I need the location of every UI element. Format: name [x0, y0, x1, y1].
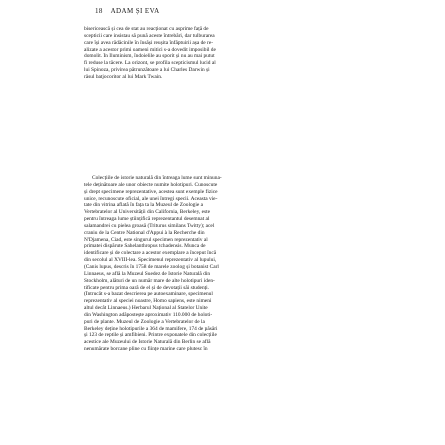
- text-line: și 123 de reptile și amfibieni. Printre exponatele din colecțiile: [84, 332, 217, 339]
- text-line: acestice ale Muzeului de Istorie Naturală din Berlin se află: [84, 339, 211, 346]
- text-line: Stockholm, alături de un număr mare de alte holotipuri iden-: [84, 277, 215, 284]
- text-line: Berkeley deține holotipurile a 364 de mamifere, 174 de păsări: [84, 325, 218, 332]
- text-line: unice, recunoscute oficial, ale unei întregi specii. Aceasta vie-: [84, 195, 218, 202]
- text-line: tificate pentru prima oară de el și de devotații săi studenți.: [84, 284, 209, 291]
- text-line: reprezentativ al speciei noastre, Homo sapiens, este nimeni: [84, 298, 212, 305]
- text-line: tele deținătoare ale unor obiecte numite holotipuri. Cunoscute: [84, 181, 218, 188]
- page-number: 18: [95, 7, 103, 15]
- running-title: ADAM ȘI EVA: [110, 7, 160, 15]
- text-line: pentru întreaga lume științifică reprezentantul desemnat al: [84, 216, 210, 223]
- running-header: [95, 7, 160, 15]
- text-line: Colecțiile de istorie naturală din întreaga lume sunt minuna-: [92, 175, 222, 181]
- text-line: identificare și de colectare a acestor exemplare a început încă: [84, 250, 217, 257]
- text-line: din secolul al XVIII-lea. Specimenul reprezentativ al lupului,: [84, 257, 217, 264]
- text-line: și drept specimene reprezentative, acestea sunt exemple fizice: [84, 188, 218, 195]
- text-line: N'Djamena, Ciad, este singurul specimen reprezentativ al: [84, 236, 208, 243]
- text-line: tate din vitrina aflată în fața ta la Muzeul de Zoologie a: [84, 202, 203, 209]
- text-line: nenumărate borcane pline cu ființe marine care plutesc în: [84, 346, 208, 353]
- text-line: bisericească și cea de stat au reacționat cu asprime față de: [84, 26, 209, 32]
- text-line: puri de plante. Muzeul de Zoologie a Vertebratelor de la: [84, 318, 205, 325]
- text-line: care își avea rădăcinile în însăși reușita înfăptuirii așa de re-: [84, 39, 214, 46]
- text-line: scepticii care insistau să pună aceste întrebări, dar tulburarea: [84, 32, 215, 39]
- text-line: craniu de la Centre National d'Appui à la Recherche din: [84, 229, 205, 236]
- paragraph-1: [84, 26, 347, 81]
- text-line: fi reduse la tăcere. La orizont, se profila scepticismul lucid al: [84, 60, 216, 67]
- text-line: din Washington adăpostește aproximativ 110.000 de holoti-: [84, 311, 213, 318]
- text-line: Vertebratelor al Universității din California, Berkeley, este: [84, 209, 210, 216]
- paragraph-2: [84, 175, 347, 353]
- text-line: lui Spinoza, privirea pătrunzătoare a lui Charles Darwin și: [84, 67, 210, 74]
- text-line: Linnaeus, se află la Muzeul Suedez de Istorie Naturală din: [84, 270, 211, 277]
- text-line: domolit. În Iluminism, îndoielile au sporit și nu au mai putut: [84, 53, 215, 60]
- text-line: (Întrucât s-a bazat descrierea pe autoexaminare, specimenul: [84, 291, 213, 298]
- text-line: râsul batjocoritor al lui Mark Twain.: [84, 73, 163, 80]
- text-line: salamandrei cu pielea groasă (Triturus similans Twitty); acel: [84, 222, 215, 229]
- text-line: altul decât Linnaeus.) Herbarul Național al Statelor Unite: [84, 305, 208, 312]
- text-line: alizate a acestor primi oameni mitici s-a dovedit imposibil de: [84, 46, 216, 53]
- text-line: (Canis lupus, descris în 1758 de marele zoolog și botanist Carl: [84, 263, 219, 270]
- text-line: primatei dispărute Sahelanthropus tchadensis. Munca de: [84, 243, 206, 250]
